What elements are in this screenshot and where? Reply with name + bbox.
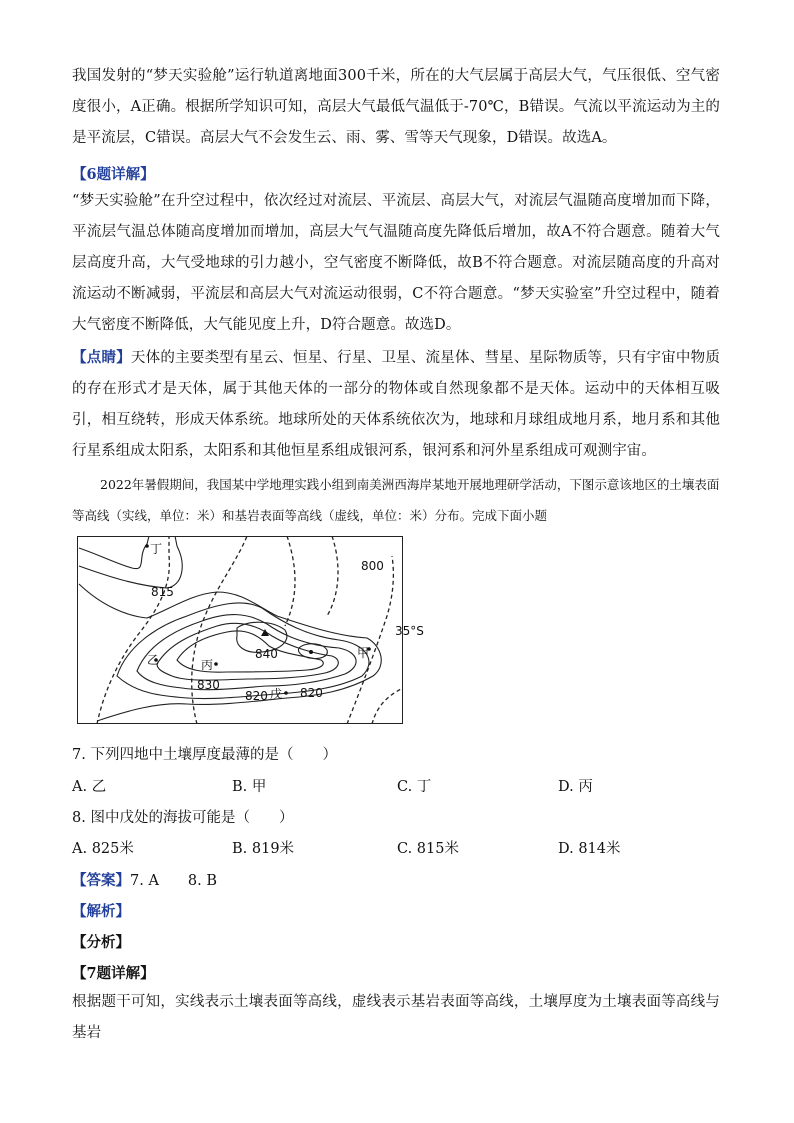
- question-8: 8. 图中戊处的海拔可能是（ ）: [72, 810, 294, 826]
- q8-option-a: A. 825米: [72, 841, 134, 857]
- label-ding: 丁: [150, 542, 163, 556]
- answer-paragraph-7: 根据题干可知，实线表示土壤表面等高线，虚线表示基岩表面等高线，土壤厚度为土壤表面等高线与基岩: [72, 994, 720, 1041]
- label-jia: 甲: [357, 646, 370, 660]
- key-point-text: 天体的主要类型有星云、恒星、行星、卫星、流星体、彗星、星际物质等，只有宇宙中物质的存在形式才是天体，属于其他天体的一部分的物体或自然现象都不是天体。运动中的天体相互吸引，相互绕转，形成天体系统。地球所处的天体系统依次为，地球和月球组成地月系，地月系和其他行星系组成太阳系，太阳系和其他恒星系组成银河系，银河系和河外星系组成可观测宇宙。: [72, 350, 720, 459]
- key-point-paragraph: [72, 342, 720, 467]
- q7-option-d: D. 丙: [558, 779, 593, 795]
- label-yi: 乙: [147, 653, 160, 667]
- answer-paragraph-5: 我国发射的“梦天实验舱”运行轨道离地面300千米，所在的大气层属于高层大气，气压很低、空气密度很小，A正确。根据所学知识可知，高层大气最低气温低于-70℃，B错误。气流以平流运动为主的是平流层，C错误。高层大气不会发生云、雨、雾、雪等天气现象，D错误。故选A。: [72, 68, 720, 146]
- point-ding: [145, 544, 149, 548]
- q8-option-d: D. 814米: [558, 841, 621, 857]
- key-point-label: 【点睛】: [72, 349, 131, 366]
- contour-label-800: 800: [361, 559, 384, 573]
- label-wu: 戊: [270, 687, 283, 701]
- contour-map: [77, 536, 403, 724]
- answer-text: 7. A 8. B: [130, 873, 218, 889]
- q8-option-c: C. 815米: [397, 841, 459, 857]
- point-wu: [284, 691, 288, 695]
- heading-q6-detail: 【6题详解】: [72, 166, 155, 183]
- contour-label-830: 830: [197, 678, 220, 692]
- q7-option-b: B. 甲: [232, 779, 267, 795]
- point-bing: [214, 662, 218, 666]
- answer-paragraph-6: “梦天实验舱”在升空过程中，依次经过对流层、平流层、高层大气，对流层气温随高度增加而下降，平流层气温总体随高度增加而增加，高层大气气温随高度先降低后增加，故A不符合题意。随着大气层高度升高，大气受地球的引力越小，空气密度不断降低，故B不符合题意。对流层随高度的升高对流运动不断减弱，平流层和高层大气对流运动很弱，C不符合题意。“梦天实验室”升空过程中，随着大气密度不断降低，大气能见度上升，D符合题意。故选D。: [72, 193, 720, 333]
- question-7: 7. 下列四地中土壤厚度最薄的是（ ）: [72, 747, 337, 763]
- answer-label: 【答案】: [72, 872, 130, 889]
- q7-option-c: C. 丁: [397, 779, 432, 795]
- spot-height-icon: [309, 650, 313, 654]
- heading-breakdown: 【分析】: [72, 934, 130, 951]
- contour-label-820-left: 820: [245, 689, 268, 703]
- contour-label-820-right: 820: [300, 686, 323, 700]
- contour-label-840: 840: [255, 647, 278, 661]
- q7-option-a: A. 乙: [72, 779, 107, 795]
- answer-line: [72, 869, 217, 890]
- q8-option-b: B. 819米: [232, 841, 295, 857]
- heading-q7-detail: 【7题详解】: [72, 965, 155, 982]
- contour-label-815: 815: [151, 585, 174, 599]
- label-bing: 丙: [201, 658, 214, 672]
- heading-analysis: 【解析】: [72, 903, 130, 920]
- map-frame: [78, 537, 403, 724]
- latitude-label: 35°S: [395, 624, 424, 638]
- question-intro: 2022年暑假期间，我国某中学地理实践小组到南美洲西海岸某地开展地理研学活动，下图示意该地区的土壤表面等高线（实线，单位：米）和基岩表面等高线（虚线，单位：米）分布。完成下面小题: [72, 477, 720, 523]
